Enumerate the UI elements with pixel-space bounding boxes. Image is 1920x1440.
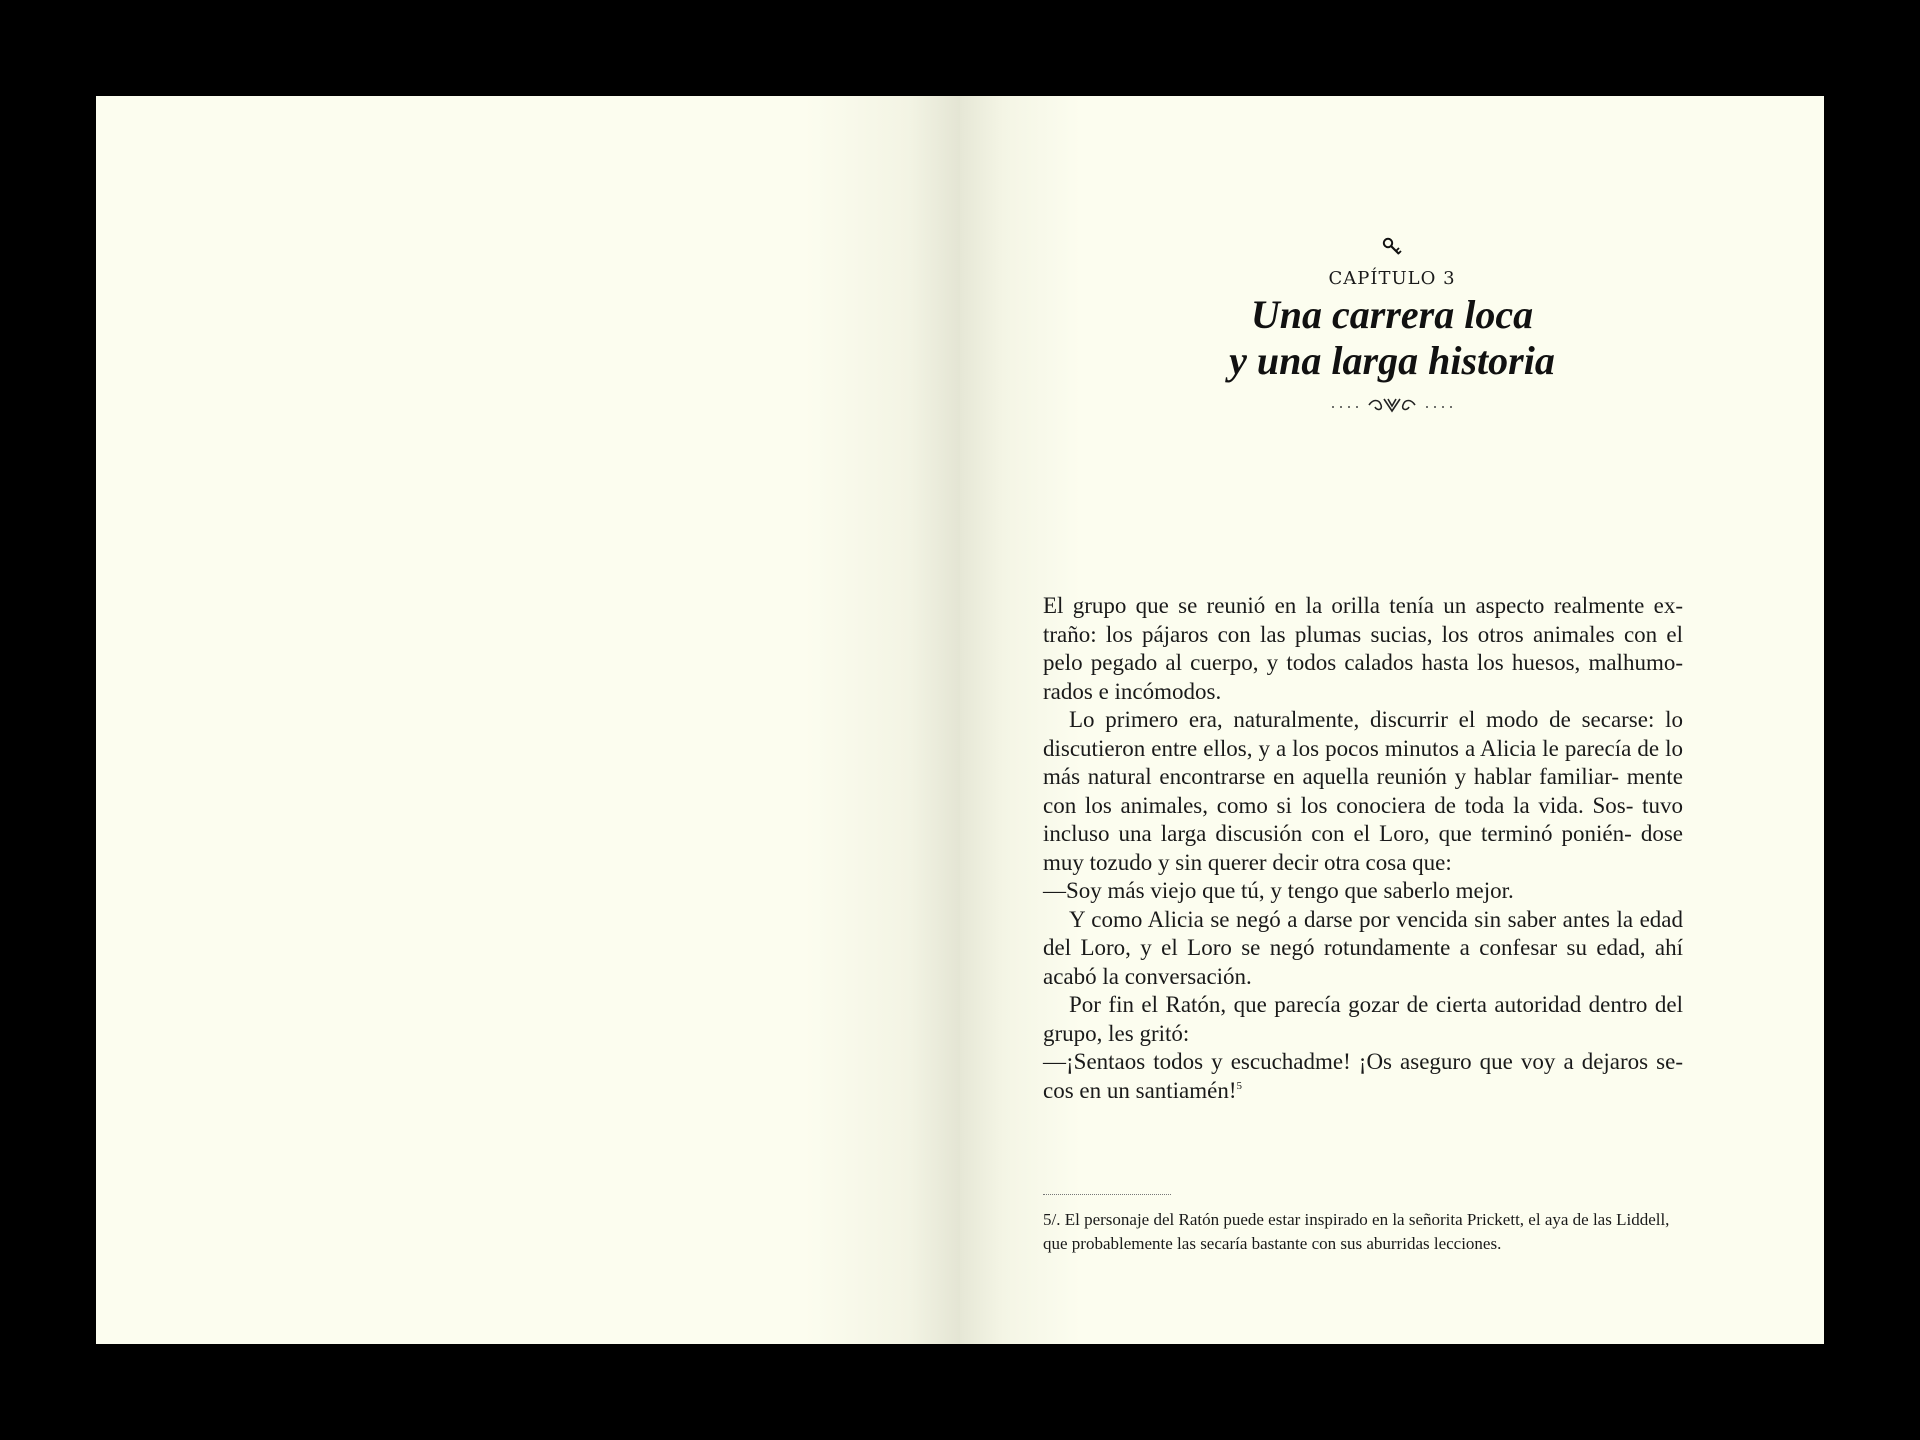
chapter-title-line-1: Una carrera loca [1250,292,1534,337]
paragraph-6-text: —¡Sentaos todos y escuchadme! ¡Os aseguro que voy a dejaros se- cos en un santiamén! [1043,1049,1683,1103]
left-page [96,96,960,1344]
footnote-reference[interactable]: 5 [1236,1079,1243,1092]
paragraph-2: Lo primero era, naturalmente, discurrir el modo de secarse: lo discutieron entre ellos, y a los pocos minutos a Alicia le parecía de lo más natural encontrarse en aquella reunión y hablar familiar- mente con los animales, como si los conociera de toda la vida. Sos- tuvo incluso una larga discusión con el Loro, que terminó ponién- dose muy tozudo y sin querer decir otra cosa que: [1043,707,1683,875]
chapter-number: CAPÍTULO 3 [1328,268,1456,289]
chapter-heading [960,236,1824,415]
paragraph-4: Y como Alicia se negó a darse por vencida sin saber antes la edad del Loro, y el Loro se negó rotundamente a confesar su edad, ahí acabó la conversación. [1043,906,1683,989]
key-icon [1381,236,1403,258]
paragraph-6-dialogue [1043,1048,1683,1105]
book-spread [96,96,1824,1344]
body-text [1043,592,1683,1105]
footnote-divider [1043,1194,1171,1195]
paragraph-5: Por fin el Ratón, que parecía gozar de cierta autoridad dentro del grupo, les gritó: [1043,992,1683,1046]
footnote: 5/. El personaje del Ratón puede estar inspirado en la señorita Prickett, el aya de las Liddell, que probablemente las secaría bastante con sus aburridas lecciones. [1043,1210,1670,1253]
right-page [960,96,1824,1344]
flourish-ornament-icon [1327,395,1457,415]
paragraph-3-dialogue: —Soy más viejo que tú, y tengo que saberlo mejor. [1043,878,1514,903]
chapter-title-line-2: y una larga historia [1229,338,1555,383]
paragraph-1: El grupo que se reunió en la orilla tenía un aspecto realmente ex- traño: los pájaros con las plumas sucias, los otros animales con el pelo pegado al cuerpo, y todos calados hasta los huesos, malhumo- rados e incómodos. [1043,593,1683,704]
